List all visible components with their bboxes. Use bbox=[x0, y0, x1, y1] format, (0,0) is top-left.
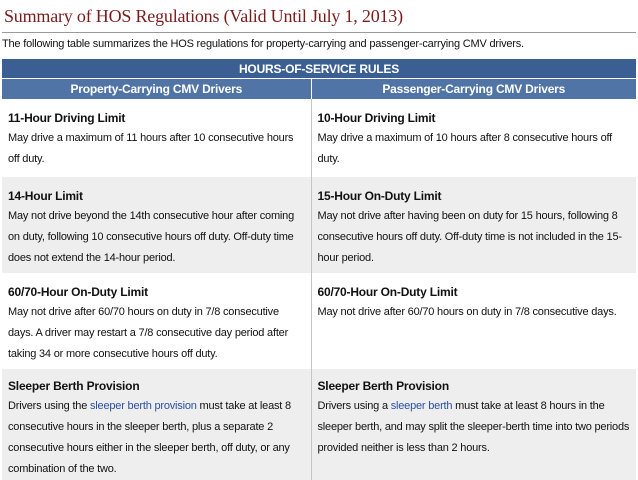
rule-heading: 10-Hour Driving Limit bbox=[317, 111, 436, 125]
rule-text-before: Drivers using the bbox=[8, 400, 90, 412]
intro-text: The following table summarizes the HOS regulations for property-carrying and passenger-carrying CMV drivers. bbox=[2, 38, 524, 50]
rule-text: May not drive after 60/70 hours on duty in 7/8 consecutive days. bbox=[317, 306, 617, 318]
passenger-cell bbox=[311, 99, 636, 177]
table-row bbox=[2, 273, 636, 369]
rule-text-after: must take at least 8 hours in the sleeper berth, and may split the sleeper-berth time into two periods provided neither is less than 2 hours. bbox=[317, 400, 630, 454]
rule-text: May drive a maximum of 11 hours after 10 consecutive hours off duty. bbox=[8, 132, 294, 165]
table-row bbox=[2, 99, 636, 177]
rule-heading: 15-Hour On-Duty Limit bbox=[317, 189, 442, 203]
passenger-cell bbox=[311, 177, 636, 273]
property-cell bbox=[2, 177, 311, 273]
table-caption: HOURS-OF-SERVICE RULES bbox=[2, 59, 636, 79]
column-header-property: Property-Carrying CMV Drivers bbox=[2, 79, 311, 100]
rule-heading: 11-Hour Driving Limit bbox=[8, 111, 126, 125]
rule-text: May not drive after having been on duty for 15 hours, following 8 consecutive hours off duty. Off-duty time is not included in the 15-hour period. bbox=[317, 210, 622, 264]
passenger-cell bbox=[311, 369, 636, 480]
rule-text: May not drive after 60/70 hours on duty in 7/8 consecutive days. A driver may restart a 7/8 consecutive day period after taking 34 or more consecutive hours off duty. bbox=[8, 306, 289, 360]
rule-heading: 60/70-Hour On-Duty Limit bbox=[317, 285, 458, 299]
passenger-cell bbox=[311, 273, 636, 369]
sleeper-berth-link[interactable]: sleeper berth bbox=[390, 400, 453, 412]
property-cell bbox=[2, 369, 311, 480]
rule-heading: Sleeper Berth Provision bbox=[317, 379, 449, 393]
sleeper-berth-provision-link[interactable]: sleeper berth provision bbox=[90, 400, 197, 412]
rule-text: May drive a maximum of 10 hours after 8 consecutive hours off duty. bbox=[317, 132, 613, 165]
rule-text-after: must take at least 8 consecutive hours in the sleeper berth, plus a separate 2 consecutive hours either in the sleeper berth, off duty, or any combination of the two. bbox=[8, 400, 291, 475]
rule-heading: 14-Hour Limit bbox=[8, 189, 83, 203]
property-cell bbox=[2, 273, 311, 369]
property-cell bbox=[2, 99, 311, 177]
table-row bbox=[2, 369, 636, 480]
page-title: Summary of HOS Regulations (Valid Until July 1, 2013) bbox=[4, 6, 403, 26]
rule-heading: 60/70-Hour On-Duty Limit bbox=[8, 285, 148, 299]
column-header-passenger: Passenger-Carrying CMV Drivers bbox=[311, 79, 636, 100]
table-row bbox=[2, 177, 636, 273]
hos-rules-table bbox=[2, 59, 636, 480]
rule-heading: Sleeper Berth Provision bbox=[8, 379, 140, 393]
rule-text-before: Drivers using a bbox=[317, 400, 391, 412]
title-divider bbox=[2, 32, 636, 33]
rule-text: May not drive beyond the 14th consecutive hour after coming on duty, following 10 consecutive hours off duty. Off-duty time does not extend the 14-hour period. bbox=[8, 210, 294, 264]
